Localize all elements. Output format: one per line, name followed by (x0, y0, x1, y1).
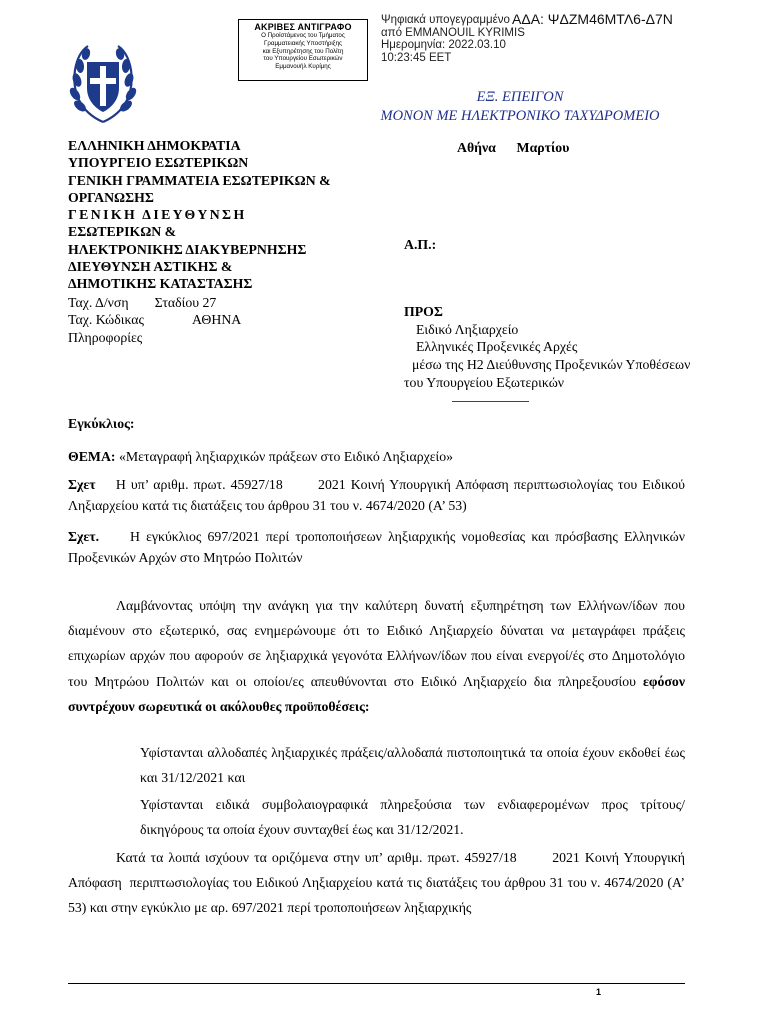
circular-label: Εγκύκλιος: (68, 416, 135, 431)
signature-line: 10:23:45 EET (381, 51, 452, 64)
stamp-line: Εμμανουήλ Κυρίμης (275, 63, 331, 71)
footer-divider (68, 983, 685, 984)
recipients-block (404, 303, 744, 392)
reference-2-text: Η εγκύκλιος 697/2021 περί τροποποιήσεων ληξιαρχικής νομοθεσίας και πρόσβασης Ελληνικών Προξενικών Αρχών στο Μητρώο Πολιτών (68, 529, 689, 565)
recipient-line: Ελληνικές Προξενικές Αρχές (416, 339, 578, 355)
stamp-body (242, 32, 364, 71)
condition-item-1: Υφίστανται αλλοδαπές ληξιαρχικές πράξεις/αλλοδαπά πιστοποιητικά τα οποία έχουν εκδοθεί έως και 31/12/2021 και (140, 745, 685, 786)
authority-line: ΓΕΝΙΚΗ ΓΡΑΜΜΑΤΕΙΑ ΕΣΩΤΕΡΙΚΩΝ & (68, 172, 331, 188)
subject-label: ΘΕΜΑ: (68, 449, 116, 464)
stamp-line: και Εξυπηρέτησης του Πολίτη (262, 47, 344, 55)
certified-copy-stamp (238, 19, 368, 81)
authority-line: ΔΙΕΥΘΥΝΣΗ ΑΣΤΙΚΗΣ & (68, 259, 233, 275)
place-date: Αθήνα Μαρτίου (457, 140, 570, 155)
authority-line: ΗΛΕΚΤΡΟΝΙΚΗΣ ΔΙΑΚΥΒΕΡΝΗΣΗΣ (68, 241, 307, 257)
address-postcode-row (68, 311, 368, 328)
authority-line: ΟΡΓΑΝΩΣΗΣ (68, 189, 154, 205)
subject-line (68, 449, 685, 465)
page-number: 1 (596, 987, 602, 997)
urgency-notice (300, 88, 740, 126)
authority-line: ΕΛΛΗΝΙΚΗ ΔΗΜΟΚΡΑΤΙΑ (68, 138, 241, 153)
paragraph-1-conditions: εφόσον συντρέχουν σωρευτικά οι ακόλουθες προϋποθέσεις: (68, 673, 685, 714)
address-info-label: Πληροφορίες (68, 329, 143, 345)
authority-line: ΔΗΜΟΤΙΚΗΣ ΚΑΤΑΣΤΑΣΗΣ (68, 276, 253, 292)
authority-line: ΓΕΝΙΚΗ ΔΙΕΥΘΥΝΣΗ (68, 207, 247, 223)
address-postcode-value: ΑΘΗΝΑ (192, 312, 242, 328)
stamp-line: του Υπουργείου Εσωτερικών (263, 55, 343, 63)
authority-line: ΕΣΩΤΕΡΙΚΩΝ & (68, 224, 177, 240)
address-info-row (68, 329, 368, 346)
recipient-underline (452, 401, 529, 402)
issuing-authority (68, 137, 388, 293)
recipient-line: Ειδικό Ληξιαρχείο (416, 321, 519, 337)
postal-address (68, 294, 368, 346)
address-street-row (68, 294, 368, 311)
recipient-line: μέσω της Η2 Διεύθυνσης Προξενικών Υποθέσεων (412, 357, 691, 373)
condition-item-2: Υφίστανται ειδικά συμβολαιογραφικά πληρεξούσια των ενδιαφερομένων προς τρίτους/δικηγόρους τα οποία έχουν συνταχθεί έως και 31/12/2021. (140, 797, 685, 838)
stamp-line: Γραμματειακής Υποστήριξης (263, 39, 343, 47)
reference-1-text: Η υπ’ αριθμ. πρωτ. 45927/18 2021 Κοινή Υπουργική Απόφαση περιπτωσιολογίας του Ειδικού Ληξιαρχείου κατά τις διατάξεις του άρθρου 31 του ν. 4674/2020 (Α’ 53) (68, 477, 688, 513)
reference-2-label: Σχετ. (68, 529, 100, 544)
signature-line: Ημερομηνία: 2022.03.10 (381, 39, 506, 51)
reference-1 (68, 474, 688, 516)
address-street-value: Σταδίου 27 (154, 295, 217, 310)
reference-2 (68, 526, 689, 568)
body-paragraph-2: Κατά τα λοιπά ισχύουν τα οριζόμενα στην υπ’ αριθμ. πρωτ. 45927/18 2021 Κοινή Υπουργική Απόφαση περιπτωσιολογίας του Ειδικού Ληξιαρχείου κατά τις διατάξεις του άρθρου 31 του ν. 4674/2020 (Α’ 53) και στην εγκύκλιο με αρ. 697/2021 περί τροποποιήσεων ληξιαρχικής (68, 850, 689, 916)
signature-line: Ψηφιακά υπογεγραμμένο (381, 14, 510, 26)
urgent-line-2: ΜΟΝΟΝ ΜΕ ΗΛΕΚΤΡΟΝΙΚΟ ΤΑΧΥΔΡΟΜΕΙΟ (380, 108, 660, 124)
paragraph-1-text: Λαμβάνοντας υπόψη την ανάγκη για την καλύτερη δυνατή εξυπηρέτηση των Ελλήνων/ίδων που διαμένουν στο εξωτερικό, σας ενημερώνουμε ότι το Ειδικό Ληξιαρχείο δύναται να μεταγράφει πράξεις επιχωρίων αρχών που αφορούν σε ληξιαρχικά γεγονότα Ελλήνων/ίδων που είναι ενεργοί/ές στο Δημοτολόγιο του Μητρώου Πολιτών και οι οποίοι/ες απευθύνονται στο Ειδικό Ληξιαρχείο δια πληρεξουσίου (68, 598, 685, 689)
body-paragraph-1 (68, 593, 685, 719)
stamp-title: ΑΚΡΙΒΕΣ ΑΝΤΙΓΡΑΦΟ (254, 22, 352, 32)
signature-line: από EMMANOUIL KYRIMIS (381, 26, 525, 39)
greek-emblem-seal (66, 40, 140, 126)
ada-code: ΑΔΑ: ΨΔΖΜ46ΜΤΛ6-Δ7Ν (512, 11, 673, 27)
recipient-line: του Υπουργείου Εξωτερικών (404, 374, 565, 390)
recipients-heading: ΠΡΟΣ (404, 304, 443, 319)
reference-1-label: Σχετ (68, 477, 96, 492)
subject-text: «Μεταγραφή ληξιαρχικών πράξεων στο Ειδικό Ληξιαρχείο» (115, 449, 454, 464)
address-street-label: Ταχ. Δ/νση (68, 295, 129, 310)
address-postcode-label: Ταχ. Κώδικας (68, 312, 144, 328)
authority-line: ΥΠΟΥΡΓΕΙΟ ΕΣΩΤΕΡΙΚΩΝ (68, 155, 249, 171)
protocol-number: Α.Π.: (404, 237, 437, 252)
urgent-line-1: ΕΞ. ΕΠΕΙΓΟΝ (476, 89, 564, 105)
stamp-line: Ο Προϊστάμενος του Τμήματος (261, 32, 345, 39)
